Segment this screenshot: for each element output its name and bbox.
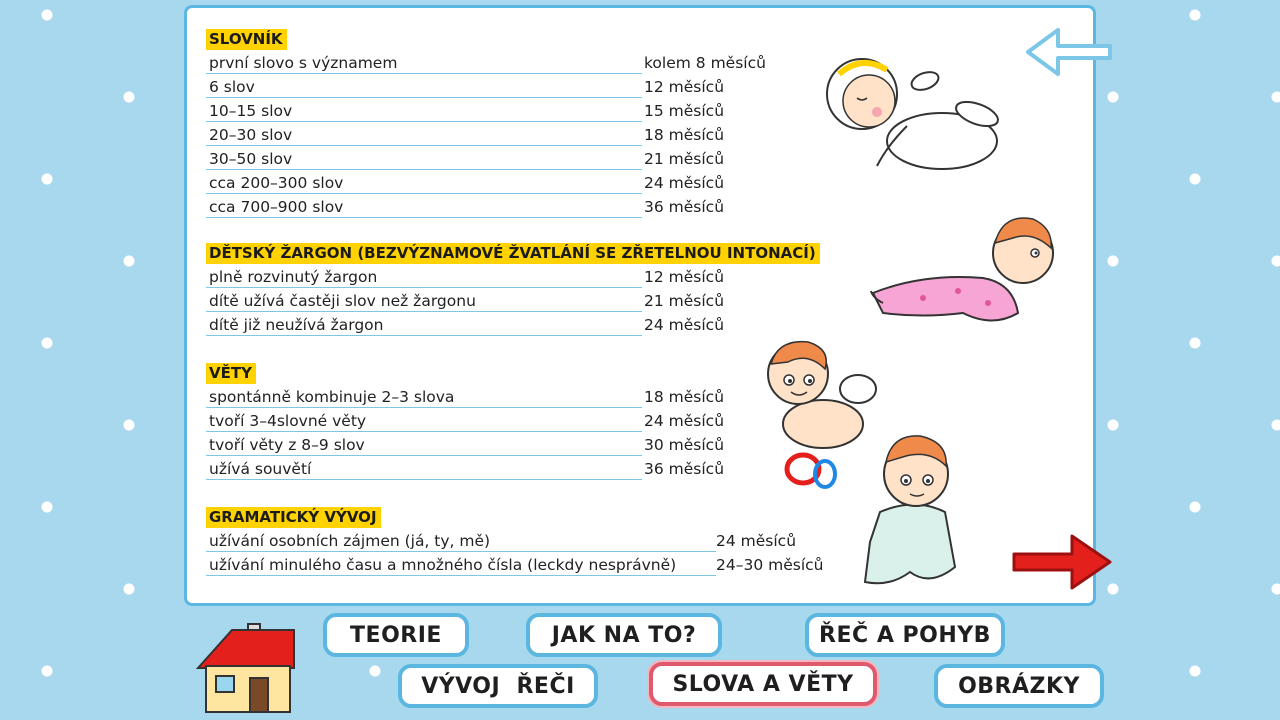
- table-row: cca 700–900 slov 36 měsíců: [206, 194, 287, 218]
- section-zargon: [206, 243, 820, 336]
- table-row: užívá souvětí 36 měsíců: [206, 456, 256, 480]
- nav-vyvoj-reci-button[interactable]: VÝVOJ ŘEČI: [398, 664, 598, 708]
- table-row: spontánně kombinuje 2–3 slova 18 měsíců: [206, 384, 256, 408]
- section-vety: [206, 363, 725, 480]
- content-card: [184, 5, 1096, 606]
- section-slovnik: [206, 29, 766, 218]
- arrow-left-icon[interactable]: [1024, 24, 1114, 80]
- table-row: první slovo s významem kolem 8 měsíců: [206, 50, 287, 74]
- nav-rec-a-pohyb-button[interactable]: ŘEČ A POHYB: [805, 613, 1005, 657]
- nav-slova-a-vety-button[interactable]: SLOVA A VĚTY: [649, 662, 877, 706]
- table-row: plně rozvinutý žargon 12 měsíců: [206, 264, 820, 288]
- table-row: tvoří věty z 8–9 slov 30 měsíců: [206, 432, 256, 456]
- section-title: VĚTY: [206, 363, 256, 384]
- nav-jak-na-to-button[interactable]: JAK NA TO?: [526, 613, 722, 657]
- crawling-baby-illustration: [863, 203, 1063, 338]
- section-title: GRAMATICKÝ VÝVOJ: [206, 507, 381, 528]
- sleeping-baby-illustration: [817, 46, 1007, 181]
- table-row: tvoří 3–4slovné věty 24 měsíců: [206, 408, 256, 432]
- sitting-baby-illustration: [850, 422, 980, 597]
- table-row: 10–15 slov 15 měsíců: [206, 98, 287, 122]
- table-row: užívání minulého času a množného čísla (leckdy nesprávně) 24–30 měsíců: [206, 552, 381, 576]
- table-row: dítě již neužívá žargon 24 měsíců: [206, 312, 820, 336]
- section-title: DĚTSKÝ ŽARGON (BEZVÝZNAMOVÉ ŽVATLÁNÍ SE ZŘETELNOU INTONACÍ): [206, 243, 820, 264]
- table-row: 20–30 slov 18 měsíců: [206, 122, 287, 146]
- table-row: dítě užívá častěji slov než žargonu 21 měsíců: [206, 288, 820, 312]
- nav-obrazky-button[interactable]: OBRÁZKY: [934, 664, 1104, 708]
- table-row: cca 200–300 slov 24 měsíců: [206, 170, 287, 194]
- table-row: užívání osobních zájmen (já, ty, mě) 24 měsíců: [206, 528, 381, 552]
- house-icon[interactable]: [194, 620, 298, 716]
- section-title: SLOVNÍK: [206, 29, 287, 50]
- nav-teorie-button[interactable]: TEORIE: [323, 613, 469, 657]
- table-row: 30–50 slov 21 měsíců: [206, 146, 287, 170]
- arrow-right-icon[interactable]: [1010, 530, 1116, 594]
- table-row: 6 slov 12 měsíců: [206, 74, 287, 98]
- section-gramaticky-vyvoj: [206, 507, 824, 576]
